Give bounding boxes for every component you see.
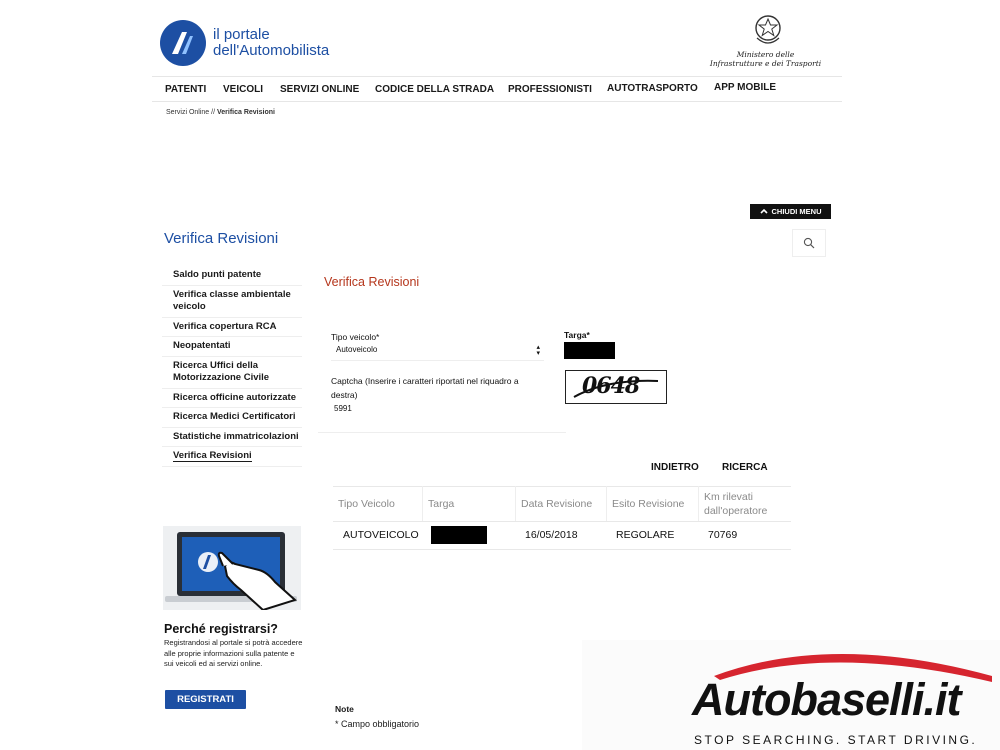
cell-tipo: AUTOVEICOLO <box>343 529 419 541</box>
search-icon <box>803 237 815 249</box>
portal-logo[interactable] <box>160 20 206 66</box>
road-logo-icon <box>168 30 198 56</box>
nav-patenti[interactable]: PATENTI <box>165 84 207 95</box>
sidebar-item-officine[interactable]: Ricerca officine autorizzate <box>162 389 302 409</box>
targa-redacted <box>431 526 487 544</box>
select-arrows-icon: ▴ ▾ <box>536 344 540 357</box>
watermark-tagline: STOP SEARCHING. START DRIVING. <box>694 733 978 747</box>
column-header-esito: Esito Revisione <box>607 486 699 521</box>
tipo-veicolo-value: Autoveicolo <box>336 345 378 354</box>
sidebar-item-neopatentati[interactable]: Neopatentati <box>162 337 302 357</box>
nav-servizi-online[interactable]: SERVIZI ONLINE <box>280 84 360 95</box>
field-divider <box>331 360 544 361</box>
captcha-image-text: 0648 <box>582 373 640 399</box>
captcha-image <box>565 370 667 404</box>
close-menu-label: CHIUDI MENU <box>771 207 822 216</box>
tipo-veicolo-select[interactable] <box>336 345 542 357</box>
notes-text: * Campo obbligatorio <box>335 719 420 729</box>
watermark-brand: Autobaselli.it <box>692 674 961 725</box>
sidebar-item-copertura-rca[interactable]: Verifica copertura RCA <box>162 318 302 338</box>
cell-esito: REGOLARE <box>616 529 675 541</box>
sidebar-item-medici[interactable]: Ricerca Medici Certificatori <box>162 408 302 428</box>
column-header-data: Data Revisione <box>516 486 607 521</box>
chevron-up-icon <box>760 207 768 216</box>
autobaselli-watermark <box>582 640 1000 750</box>
targa-input-redacted[interactable] <box>564 342 615 359</box>
section-title: Verifica Revisioni <box>324 275 420 289</box>
nav-app-mobile[interactable]: APP MOBILE <box>714 82 777 93</box>
nav-autotrasporto[interactable]: AUTOTRASPORTO <box>607 83 698 94</box>
back-button[interactable]: INDIETRO <box>651 462 699 473</box>
breadcrumb-parent[interactable]: Servizi Online <box>166 109 210 116</box>
search-submit-button[interactable]: RICERCA <box>722 462 768 473</box>
cell-targa <box>431 522 487 548</box>
republic-emblem-icon <box>752 12 784 48</box>
main-navbar <box>152 76 842 102</box>
nav-veicoli[interactable]: VEICOLI <box>223 84 264 95</box>
logo-line-1: il portale <box>213 26 270 43</box>
column-header-targa: Targa <box>423 486 516 521</box>
ministry-line-2: Infrastrutture e dei Trasporti <box>709 59 822 68</box>
portal-logo-text <box>213 27 329 59</box>
tipo-veicolo-label: Tipo veicolo* <box>331 332 380 342</box>
sidebar-menu <box>162 266 302 467</box>
targa-label: Targa* <box>564 330 590 340</box>
sidebar-item-statistiche[interactable]: Statistiche immatricolazioni <box>162 428 302 448</box>
breadcrumb <box>166 109 275 116</box>
notes-title: Note <box>335 704 354 714</box>
results-table <box>333 486 791 550</box>
nav-codice-della-strada[interactable]: CODICE DELLA STRADA <box>375 84 495 95</box>
sidebar-item-uffici-motorizzazione[interactable]: Ricerca Uffici della Motorizzazione Civile <box>162 357 302 389</box>
ministry-name <box>708 50 823 68</box>
ministry-line-1: Ministero delle <box>736 50 795 59</box>
sidebar-item-label: Verifica Revisioni <box>173 450 252 461</box>
register-button[interactable]: REGISTRATI <box>165 690 246 709</box>
cell-km: 70769 <box>708 529 738 541</box>
search-button[interactable] <box>792 229 826 257</box>
column-header-tipo: Tipo Veicolo <box>333 486 423 521</box>
sidebar-item-verifica-revisioni[interactable] <box>162 447 302 467</box>
field-divider <box>318 432 566 433</box>
captcha-label: Captcha (Inserire i caratteri riportati nel riquadro a destra) <box>331 376 519 400</box>
column-header-km: Km rilevati dall'operatore <box>704 490 768 517</box>
promo-image <box>163 526 301 610</box>
promo-text: Registrandosi al portale si potrà accedere alle proprie informazioni sulla patente e sui veicoli ed ai servizi online. <box>164 638 303 668</box>
nav-professionisti[interactable]: PROFESSIONISTI <box>508 84 592 95</box>
breadcrumb-current: Verifica Revisioni <box>216 109 275 116</box>
page-title: Verifica Revisioni <box>164 230 279 247</box>
logo-line-2: dell'Automobilista <box>213 42 330 59</box>
captcha-input[interactable]: 5991 <box>334 404 352 413</box>
sidebar-item-classe-ambientale[interactable]: Verifica classe ambientale veicolo <box>162 286 302 318</box>
breadcrumb-separator: // <box>211 109 216 116</box>
close-menu-button[interactable] <box>750 204 831 219</box>
cell-data: 16/05/2018 <box>525 529 578 541</box>
sidebar-item-saldo-punti[interactable]: Saldo punti patente <box>162 266 302 286</box>
promo-title: Perché registrarsi? <box>164 622 278 636</box>
